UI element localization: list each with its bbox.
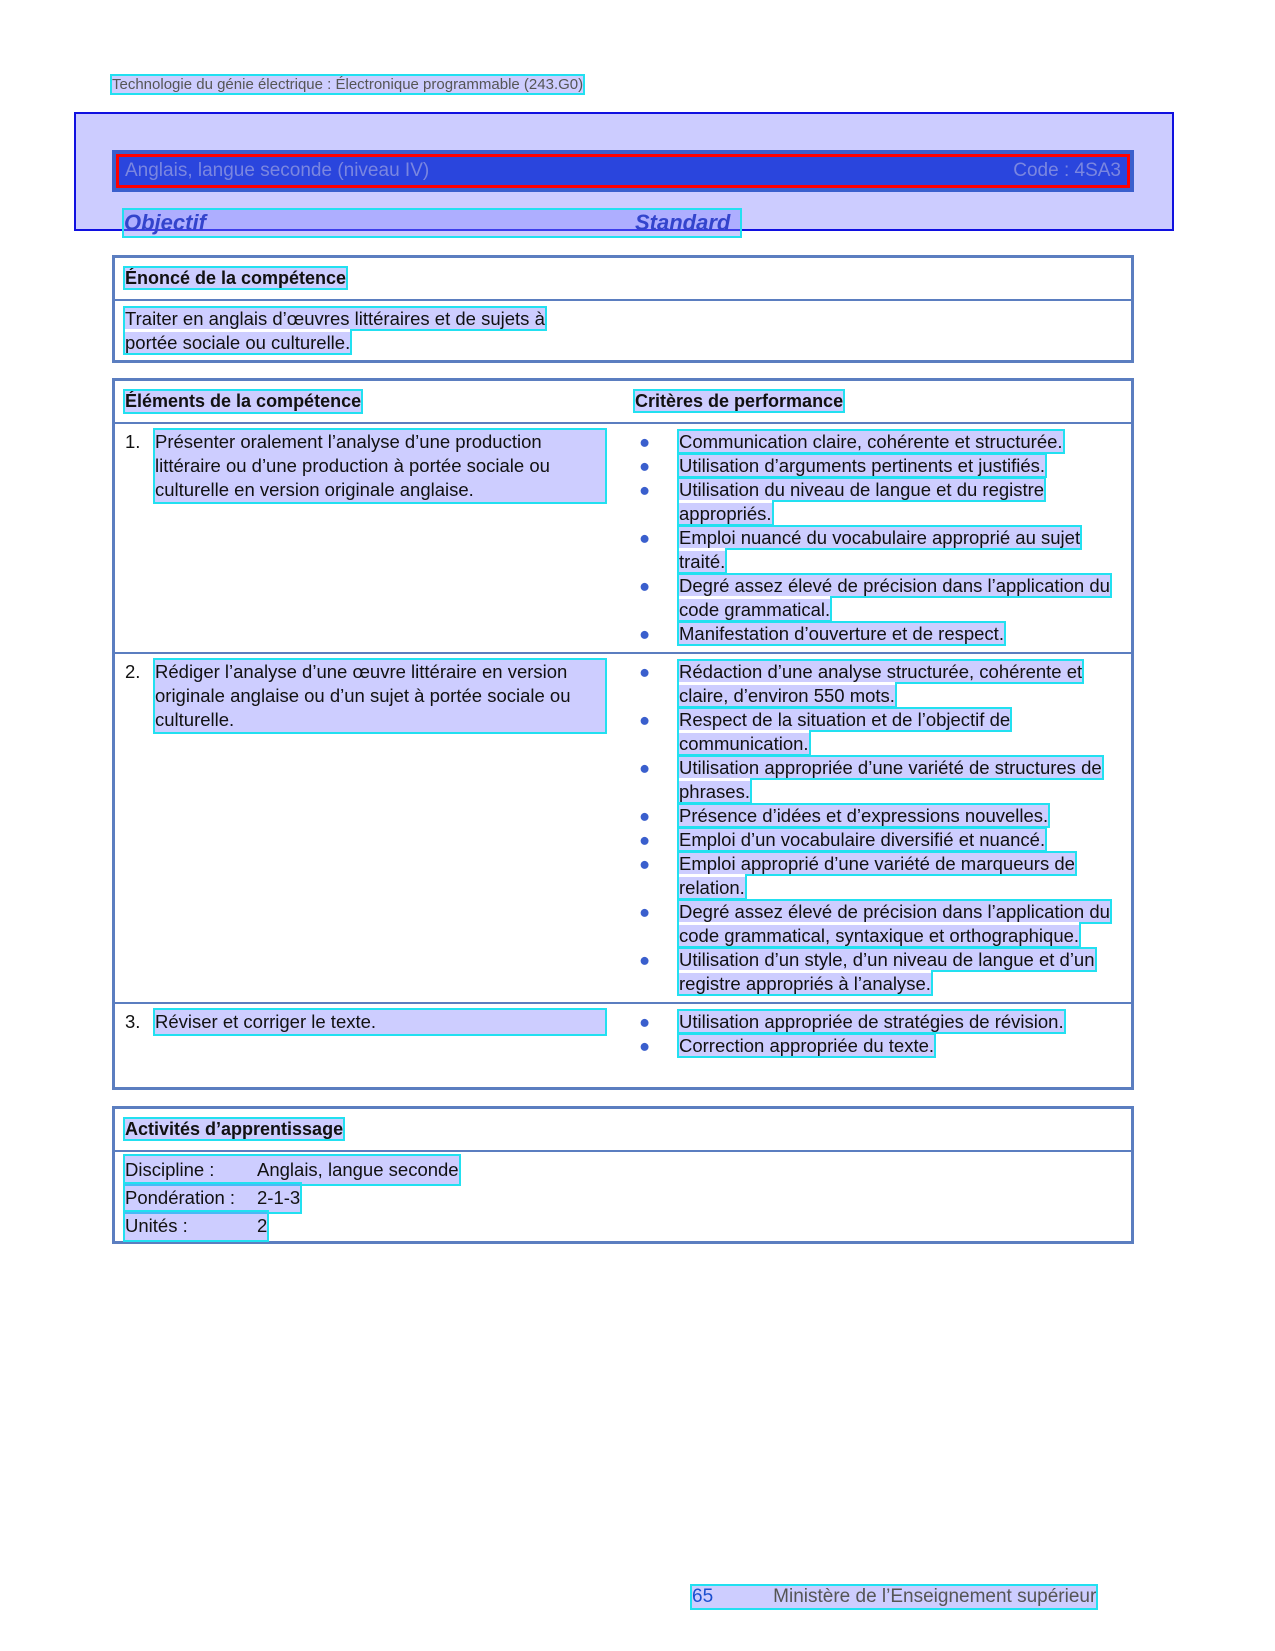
criterion-text: Utilisation du niveau de langue et du registre appropriés. <box>679 479 1045 524</box>
activites-section <box>112 1106 1134 1244</box>
bullet-icon: ● <box>639 661 651 682</box>
element-text: Réviser et corriger le texte. <box>155 1010 605 1034</box>
competence-row <box>115 1004 1131 1064</box>
standard-label: Standard <box>635 210 731 235</box>
criterion-text: Rédaction d’une analyse structurée, cohérente et claire, d’environ 550 mots. <box>679 661 1083 706</box>
criterion-item <box>635 622 1121 646</box>
footer-org: Ministère de l’Enseignement supérieur <box>773 1586 1097 1607</box>
criterion-item <box>635 454 1121 478</box>
element-number: 3. <box>125 1011 141 1032</box>
bullet-icon: ● <box>639 853 651 874</box>
criterion-text: Utilisation appropriée de stratégies de révision. <box>679 1011 1064 1032</box>
criterion-item <box>635 1034 1121 1058</box>
objectif-label: Objectif <box>124 210 740 236</box>
criteria-heading: Critères de performance <box>635 391 844 411</box>
criterion-item <box>635 1010 1121 1034</box>
element-text: Rédiger l’analyse d’une œuvre littéraire en version originale anglaise ou d’un sujet à portée sociale ou culturelle. <box>155 660 605 732</box>
competence-row <box>115 654 1131 1004</box>
unites-label: Unités : <box>125 1215 188 1236</box>
bullet-icon: ● <box>639 527 651 548</box>
discipline-label: Discipline : <box>125 1159 215 1180</box>
bullet-icon: ● <box>639 431 651 452</box>
page-footer <box>692 1586 1096 1608</box>
enonce-text: Traiter en anglais d’œuvres littéraires et de sujets à portée sociale ou culturelle. <box>125 308 545 353</box>
bullet-icon: ● <box>639 757 651 778</box>
criterion-item <box>635 430 1121 454</box>
elements-section <box>112 378 1134 1090</box>
code-label: Code : <box>1013 160 1070 181</box>
bullet-icon: ● <box>639 901 651 922</box>
bullet-icon: ● <box>639 1011 651 1032</box>
bullet-icon: ● <box>639 805 651 826</box>
criterion-text: Emploi d’un vocabulaire diversifié et nuancé. <box>679 829 1046 850</box>
criterion-text: Degré assez élevé de précision dans l’application du code grammatical. <box>679 575 1110 620</box>
course-title: Anglais, langue seconde (niveau IV) <box>125 160 430 181</box>
criterion-item <box>635 852 1121 900</box>
bullet-icon: ● <box>639 623 651 644</box>
course-title-bar <box>112 150 1134 192</box>
criterion-text: Emploi nuancé du vocabulaire approprié au sujet traité. <box>679 527 1081 572</box>
criterion-text: Utilisation appropriée d’une variété de structures de phrases. <box>679 757 1102 802</box>
element-number: 2. <box>125 661 141 682</box>
criterion-item <box>635 948 1121 996</box>
enonce-heading: Énoncé de la compétence <box>125 268 347 288</box>
criterion-text: Correction appropriée du texte. <box>679 1035 935 1056</box>
bullet-icon: ● <box>639 1035 651 1056</box>
criterion-item <box>635 900 1121 948</box>
activites-heading: Activités d’apprentissage <box>125 1119 344 1139</box>
ponderation-value: 2-1-3 <box>257 1187 301 1208</box>
criterion-item <box>635 708 1121 756</box>
bullet-icon: ● <box>639 949 651 970</box>
criterion-item <box>635 574 1121 622</box>
criterion-text: Utilisation d’arguments pertinents et justifiés. <box>679 455 1046 476</box>
criterion-item <box>635 526 1121 574</box>
bullet-icon: ● <box>639 479 651 500</box>
code-value: 4SA3 <box>1074 160 1121 181</box>
criterion-text: Emploi approprié d’une variété de marqueurs de relation. <box>679 853 1075 898</box>
criterion-item <box>635 804 1121 828</box>
bullet-icon: ● <box>639 455 651 476</box>
criterion-item <box>635 756 1121 804</box>
course-code <box>1013 160 1121 182</box>
criterion-text: Utilisation d’un style, d’un niveau de langue et d’un registre appropriés à l’analyse. <box>679 949 1095 994</box>
enonce-section <box>112 255 1134 363</box>
discipline-value: Anglais, langue seconde <box>257 1159 459 1180</box>
page-number: 65 <box>692 1586 714 1607</box>
criterion-text: Respect de la situation et de l’objectif de communication. <box>679 709 1011 754</box>
criterion-text: Manifestation d’ouverture et de respect. <box>679 623 1004 644</box>
running-header: Technologie du génie électrique : Électronique programmable (243.G0) <box>112 76 584 93</box>
bullet-icon: ● <box>639 709 651 730</box>
criterion-text: Présence d’idées et d’expressions nouvelles. <box>679 805 1049 826</box>
criterion-item <box>635 828 1121 852</box>
unites-value: 2 <box>257 1215 268 1236</box>
bullet-icon: ● <box>639 575 651 596</box>
element-text: Présenter oralement l’analyse d’une production littéraire ou d’une production à portée sociale ou culturelle en version originale anglaise. <box>155 430 605 502</box>
competence-row <box>115 424 1131 654</box>
criterion-text: Degré assez élevé de précision dans l’application du code grammatical, syntaxique et orthographique. <box>679 901 1110 946</box>
criterion-text: Communication claire, cohérente et structurée. <box>679 431 1063 452</box>
element-number: 1. <box>125 431 141 452</box>
criterion-item <box>635 660 1121 708</box>
ponderation-label: Pondération : <box>125 1187 236 1208</box>
criterion-item <box>635 478 1121 526</box>
bullet-icon: ● <box>639 829 651 850</box>
elements-heading: Éléments de la compétence <box>125 391 362 411</box>
